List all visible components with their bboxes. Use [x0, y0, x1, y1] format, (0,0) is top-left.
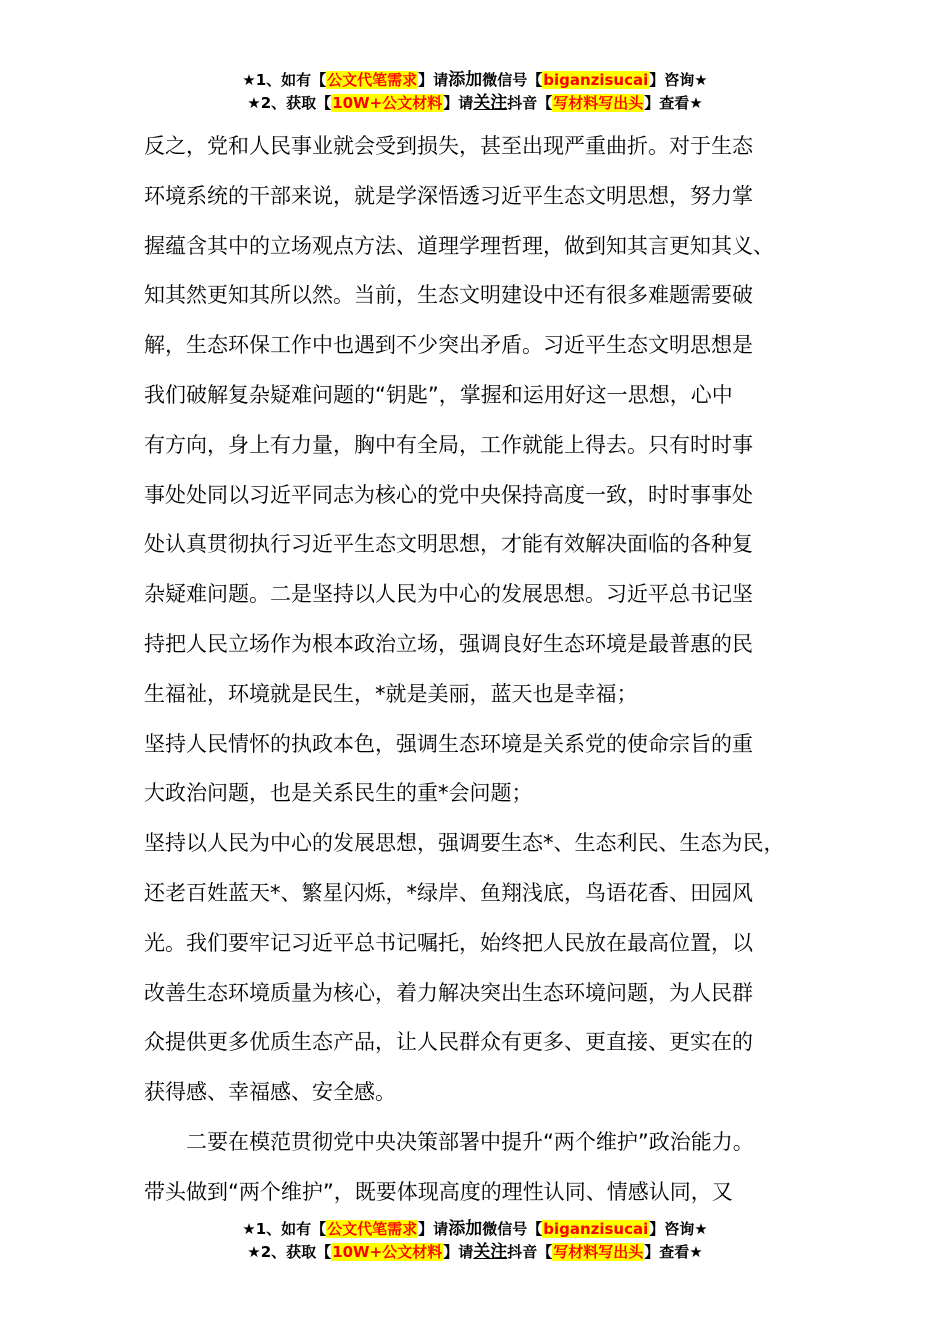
highlight-douyin: 写材料写出头 [553, 1243, 644, 1261]
body-line: 知其然更知其所以然。当前，生态文明建设中还有很多难题需要破 [144, 283, 753, 308]
body-line: 环境系统的干部来说，就是学深悟透习近平生态文明思想，努力掌 [144, 183, 753, 208]
body-line: 有方向，身上有力量，胸中有全局，工作就能上得去。只有时时事 [144, 432, 753, 457]
body-line: 反之，党和人民事业就会受到损失，甚至出现严重曲折。对于生态 [144, 134, 753, 158]
highlight-douyin: 写材料写出头 [553, 94, 644, 112]
body-line: 杂疑难问题。二是坚持以人民为中心的发展思想。习近平总书记坚 [144, 582, 753, 607]
body-line: 我们破解复杂疑难问题的“钥匙”，掌握和运用好这一思想，心中 [144, 382, 733, 407]
banner-line-1: ★1、如有【公文代笔需求】请添加微信号【biganzisucai】咨询★ [242, 1219, 708, 1239]
banner-line-2: ★2、获取【10W+公文材料】请关注抖音【写材料写出头】查看★ [247, 93, 703, 113]
footer-banner [0, 1218, 950, 1264]
body-line: 还老百姓蓝天*、繁星闪烁，*绿岸、鱼翔浅底，鸟语花香、田园风 [144, 880, 753, 905]
highlight-service: 公文代笔需求 [327, 71, 418, 89]
document-body [144, 122, 834, 1218]
banner-line-1: ★1、如有【公文代笔需求】请添加微信号【biganzisucai】咨询★ [242, 70, 708, 90]
header-banner [0, 69, 950, 115]
body-line: 处认真贯彻执行习近平生态文明思想，才能有效解决面临的各种复 [144, 532, 753, 557]
body-line: 生福祉，环境就是民生，*就是美丽，蓝天也是幸福； [144, 681, 638, 706]
body-line: 获得感、幸福感、安全感。 [144, 1080, 396, 1105]
body-line: 带头做到“两个维护”，既要体现高度的理性认同、情感认同，又 [144, 1179, 733, 1204]
highlight-wechat-id: biganzisucai [543, 71, 649, 89]
highlight-wechat-id: biganzisucai [543, 1220, 649, 1238]
body-line: 坚持人民情怀的执政本色，强调生态环境是关系党的使命宗旨的重 [144, 731, 753, 756]
body-line: 握蕴含其中的立场观点方法、道理学理哲理，做到知其言更知其义、 [144, 233, 774, 258]
body-line: 事处处同以习近平同志为核心的党中央保持高度一致，时时事事处 [144, 482, 753, 507]
body-line: 持把人民立场作为根本政治立场，强调良好生态环境是最普惠的民 [144, 631, 753, 656]
body-line: 大政治问题，也是关系民生的重*会问题； [144, 781, 533, 806]
highlight-materials: 10W+公文材料 [332, 94, 443, 112]
body-line: 改善生态环境质量为核心，着力解决突出生态环境问题，为人民群 [144, 980, 753, 1005]
highlight-materials: 10W+公文材料 [332, 1243, 443, 1261]
body-line: 众提供更多优质生态产品，让人民群众有更多、更直接、更实在的 [144, 1030, 753, 1055]
highlight-service: 公文代笔需求 [327, 1220, 418, 1238]
body-line: 坚持以人民为中心的发展思想，强调要生态*、生态利民、生态为民， [144, 831, 785, 856]
banner-line-2: ★2、获取【10W+公文材料】请关注抖音【写材料写出头】查看★ [247, 1242, 703, 1262]
paragraph-start-line: 二要在模范贯彻党中央决策部署中提升“两个维护”政治能力。 [186, 1129, 754, 1154]
body-line: 解，生态环保工作中也遇到不少突出矛盾。习近平生态文明思想是 [144, 333, 753, 358]
body-line: 光。我们要牢记习近平总书记嘱托，始终把人民放在最高位置，以 [144, 930, 753, 955]
